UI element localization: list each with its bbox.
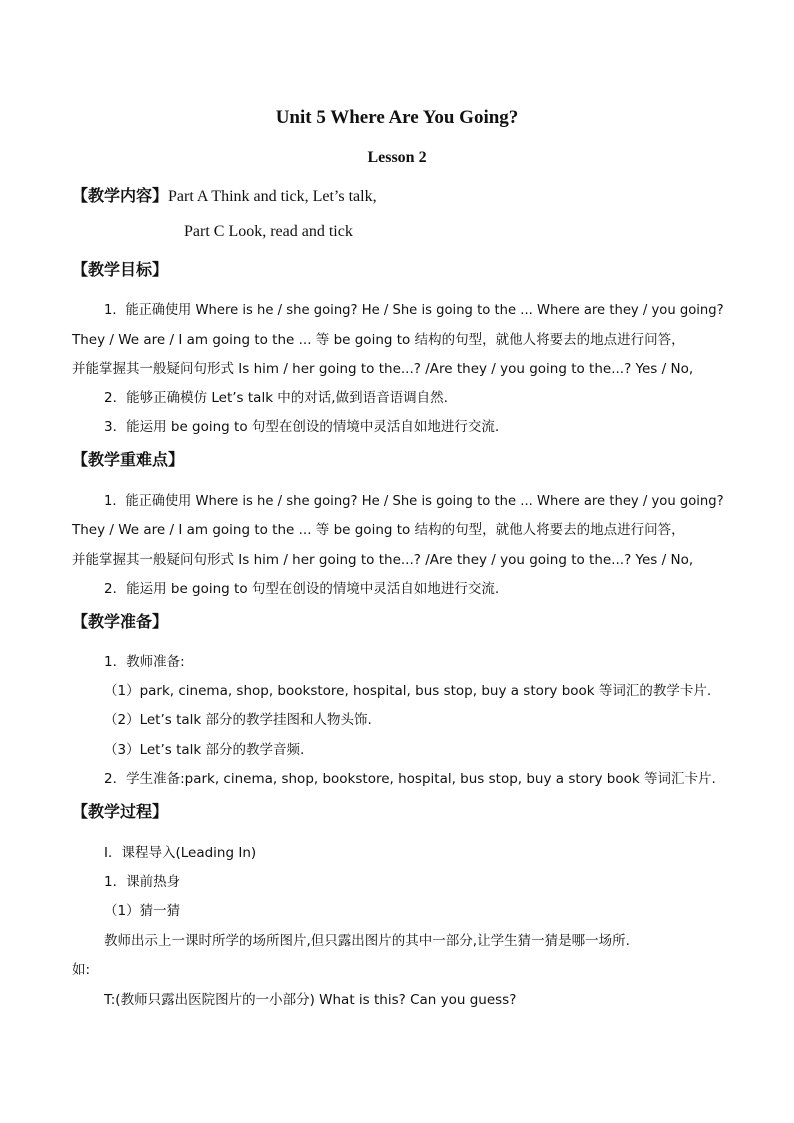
objective-2: 2．能够正确模仿 Let’s talk 中的对话,做到语音语调自然. — [104, 390, 448, 406]
teacher-prep-3: （3）Let’s talk 部分的教学音频. — [104, 742, 305, 758]
lesson-subtitle: Lesson 2 — [367, 149, 427, 166]
teacher-preparation: 1．教师准备: — [104, 654, 185, 670]
student-preparation: 2．学生准备:park, cinema, shop, bookstore, hospital, bus stop, buy a story book 等词汇卡片. — [104, 771, 716, 787]
content-section — [72, 183, 377, 206]
activity-paragraph-line-2: 如: — [72, 962, 91, 978]
dialog-line: T:(教师只露出医院图片的一小部分) What is this? Can you guess? — [104, 992, 517, 1008]
objectives-heading: 【教学目标】 — [72, 260, 169, 279]
keypoints-heading: 【教学重难点】 — [72, 450, 185, 469]
content-line-2: Part C Look, read and tick — [184, 223, 353, 240]
teacher-prep-1: （1）park, cinema, shop, bookstore, hospital, bus stop, buy a story book 等词汇的教学卡片. — [104, 683, 712, 699]
keypoint-2: 2．能运用 be going to 句型在创设的情境中灵活自如地进行交流. — [104, 581, 500, 597]
keypoint-1-line-1: 1．能正确使用 Where is he / she going? He / She is going to the ... Where are they / you going? — [104, 493, 724, 509]
objective-1-line-1: 1．能正确使用 Where is he / she going? He / She is going to the ... Where are they / you going? — [104, 302, 724, 318]
document-title: Unit 5 Where Are You Going? — [275, 107, 519, 128]
objective-1-line-2: They / We are / I am going to the ... 等 be going to 结构的句型，就他人将要去的地点进行问答， — [72, 332, 685, 348]
warmup-label: 1．课前热身 — [104, 874, 181, 890]
preparation-heading: 【教学准备】 — [72, 612, 169, 631]
guess-label: （1）猜一猜 — [104, 903, 181, 919]
process-step-1: Ⅰ．课程导入(Leading In) — [104, 845, 257, 861]
objective-3: 3．能运用 be going to 句型在创设的情境中灵活自如地进行交流. — [104, 419, 500, 435]
content-heading: 【教学内容】 — [72, 186, 169, 205]
objective-1-line-3: 并能掌握其一般疑问句形式 Is him / her going to the...? /Are they / you going to the...? Yes / No, — [72, 361, 694, 377]
activity-paragraph-line-1: 教师出示上一课时所学的场所图片,但只露出图片的其中一部分,让学生猜一猜是哪一场所. — [104, 933, 630, 949]
teacher-prep-2: （2）Let’s talk 部分的教学挂图和人物头饰. — [104, 712, 372, 728]
keypoint-1-line-3: 并能掌握其一般疑问句形式 Is him / her going to the...? /Are they / you going to the...? Yes / No, — [72, 552, 694, 568]
keypoint-1-line-2: They / We are / I am going to the ... 等 be going to 结构的句型，就他人将要去的地点进行问答， — [72, 522, 685, 538]
process-heading: 【教学过程】 — [72, 802, 169, 821]
content-line-1: Part A Think and tick, Let’s talk, — [168, 188, 377, 205]
